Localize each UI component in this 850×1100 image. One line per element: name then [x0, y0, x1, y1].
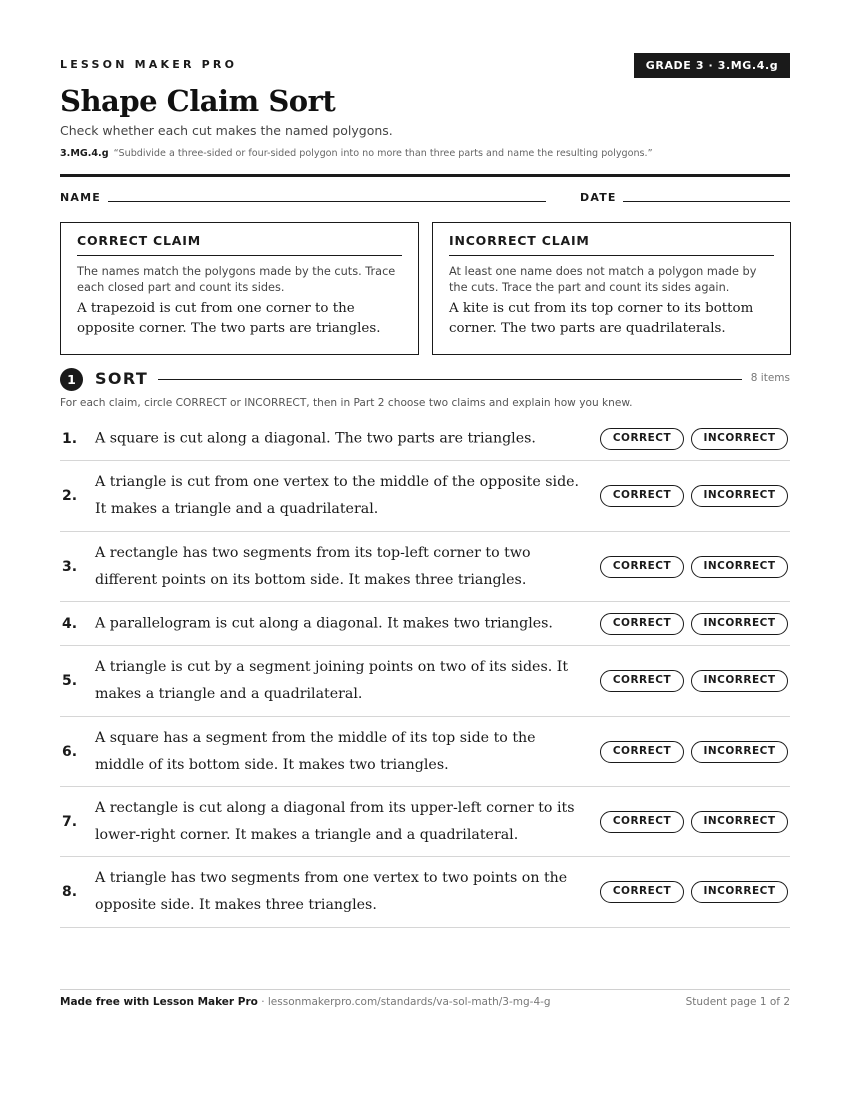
answer-choices: [600, 485, 788, 507]
standard-reference: [60, 148, 653, 159]
incorrect-choice[interactable]: INCORRECT: [691, 811, 788, 833]
standard-text: “Subdivide a three-sided or four-sided polygon into no more than three parts and name the resulting polygons.”: [113, 148, 653, 159]
item-number: 4.: [62, 615, 78, 632]
footer-made-with: Made free with Lesson Maker Pro: [60, 996, 258, 1008]
brand-name: LESSON MAKER PRO: [60, 58, 238, 71]
item-number: 2.: [62, 488, 78, 504]
claim-item: [60, 461, 790, 532]
correct-choice[interactable]: CORRECT: [600, 881, 684, 903]
incorrect-claim-box: [432, 222, 791, 355]
correct-claim-example: A trapezoid is cut from one corner to the opposite corner. The two parts are triangles.: [77, 301, 381, 336]
section-instructions: For each claim, circle CORRECT or INCORRECT, then in Part 2 choose two claims and explain how you knew.: [60, 397, 633, 409]
incorrect-choice[interactable]: INCORRECT: [691, 741, 788, 763]
item-number: 6.: [62, 743, 78, 760]
page-subtitle: Check whether each cut makes the named polygons.: [60, 123, 393, 138]
answer-choices: [600, 670, 788, 692]
item-text: A square is cut along a diagonal. The two parts are triangles.: [95, 430, 536, 446]
correct-choice[interactable]: CORRECT: [600, 485, 684, 507]
correct-choice[interactable]: CORRECT: [600, 741, 684, 763]
header-divider: [60, 174, 790, 177]
name-label: NAME: [60, 191, 101, 204]
section-divider: [158, 379, 742, 380]
item-number: 3.: [62, 558, 78, 575]
item-text: A rectangle is cut along a diagonal from its upper-left corner to its lower-right corner. It makes a triangle and a quadrilateral.: [95, 799, 575, 843]
answer-choices: [600, 556, 788, 578]
claim-item: [60, 857, 790, 928]
incorrect-choice[interactable]: INCORRECT: [691, 670, 788, 692]
incorrect-choice[interactable]: INCORRECT: [691, 881, 788, 903]
item-number: 8.: [62, 884, 78, 900]
section-number-badge: 1: [60, 368, 83, 391]
item-text: A triangle has two segments from one vertex to two points on the opposite side. It makes three triangles.: [95, 870, 568, 913]
grade-badge: GRADE 3 · 3.MG.4.g: [634, 53, 790, 78]
correct-choice[interactable]: CORRECT: [600, 670, 684, 692]
date-label: DATE: [580, 191, 617, 204]
item-text: A parallelogram is cut along a diagonal. It makes two triangles.: [95, 615, 553, 631]
name-field[interactable]: [108, 201, 546, 202]
footer-page-number: Student page 1 of 2: [685, 996, 790, 1008]
claim-item: [60, 602, 790, 646]
answer-choices: [600, 613, 788, 635]
item-number: 1.: [62, 430, 78, 447]
claim-item: [60, 417, 790, 461]
answer-choices: [600, 881, 788, 903]
incorrect-choice[interactable]: INCORRECT: [691, 485, 788, 507]
page-title: Shape Claim Sort: [60, 84, 336, 118]
item-text: A rectangle has two segments from its top-left corner to two different points on its bottom side. It makes three triangles.: [95, 544, 531, 588]
item-text: A triangle is cut by a segment joining points on two of its sides. It makes a triangle and a quadrilateral.: [95, 659, 569, 702]
item-count: 8 items: [750, 372, 790, 384]
item-number: 7.: [62, 813, 78, 830]
claim-item: [60, 787, 790, 857]
correct-claim-box: [60, 222, 419, 355]
correct-claim-heading: CORRECT CLAIM: [77, 233, 402, 256]
correct-choice[interactable]: CORRECT: [600, 613, 684, 635]
claim-item: [60, 532, 790, 602]
answer-choices: [600, 741, 788, 763]
standard-code: 3.MG.4.g: [60, 148, 109, 159]
answer-choices: [600, 428, 788, 450]
incorrect-claim-example: A kite is cut from its top corner to its bottom corner. The two parts are quadrilaterals.: [449, 301, 754, 336]
incorrect-claim-heading: INCORRECT CLAIM: [449, 233, 774, 256]
incorrect-choice[interactable]: INCORRECT: [691, 613, 788, 635]
incorrect-claim-description: At least one name does not match a polygon made by the cuts. Trace the part and count its sides again.: [449, 265, 757, 294]
answer-choices: [600, 811, 788, 833]
item-number: 5.: [62, 673, 78, 689]
incorrect-choice[interactable]: INCORRECT: [691, 556, 788, 578]
item-text: A triangle is cut from one vertex to the middle of the opposite side. It makes a triangle and a quadrilateral.: [95, 474, 580, 517]
footer-divider: [60, 989, 790, 990]
correct-choice[interactable]: CORRECT: [600, 811, 684, 833]
correct-claim-description: The names match the polygons made by the cuts. Trace each closed part and count its sides.: [77, 265, 396, 294]
incorrect-choice[interactable]: INCORRECT: [691, 428, 788, 450]
item-text: A square has a segment from the middle of its top side to the middle of its bottom side. It makes two triangles.: [95, 729, 536, 773]
footer-url: · lessonmakerpro.com/standards/va-sol-math/3-mg-4-g: [257, 996, 551, 1008]
section-title: SORT: [95, 369, 149, 388]
date-field[interactable]: [623, 201, 790, 202]
claim-item: [60, 717, 790, 787]
worksheet-page: [60, 0, 790, 1100]
correct-choice[interactable]: CORRECT: [600, 556, 684, 578]
correct-choice[interactable]: CORRECT: [600, 428, 684, 450]
footer-credit: [60, 996, 551, 1008]
claim-item: [60, 646, 790, 717]
